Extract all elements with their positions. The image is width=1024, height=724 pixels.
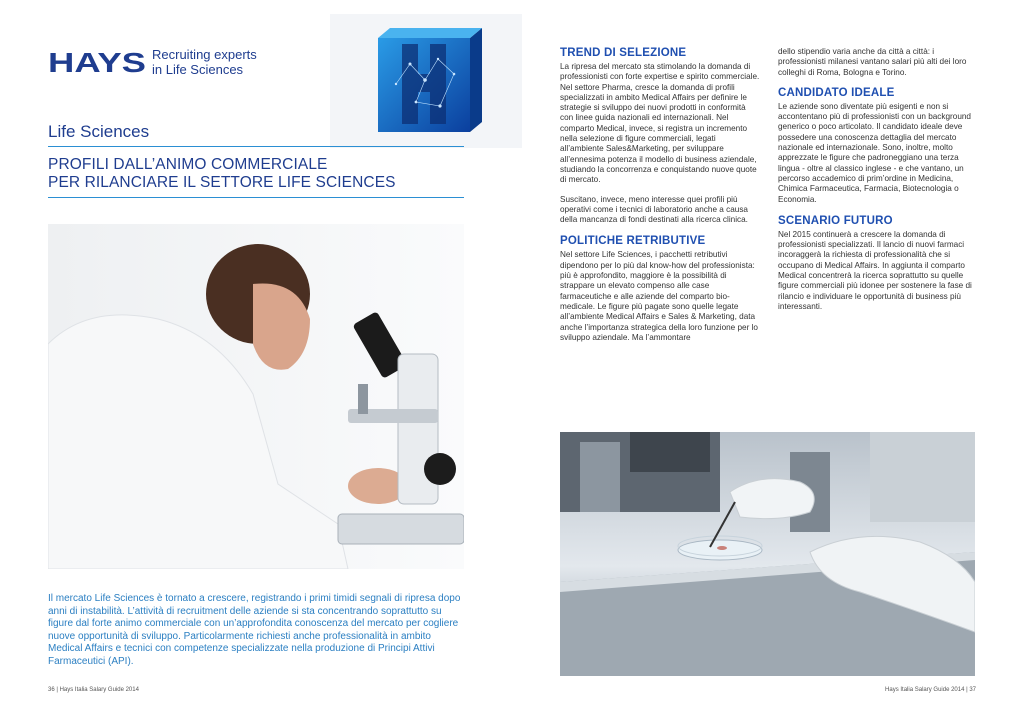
trend-paragraph-1: La ripresa del mercato sta stimolando la domanda di professionisti con forte expertise e spirito commerciale. Nel settore Pharma, cresce la domanda di profili specializzati in ambito Medical Affairs per definire le strategie si sviluppo dei nuovi prodotti in conformità con linee guida nazionali ed internazionali. Nel comparto Medical, invece, si registra un incremento nella selezione di figure commerciali, legati all’ambiente Sales&Marketing, per sviluppare all’ennesima potenza il modello di business aziendale, studiando la concorrenza e conquistando nuove quote di mercato. [560, 62, 760, 185]
lab-petri-dish-photo [560, 432, 975, 676]
title-rule-top [48, 146, 464, 147]
title-rule-bottom [48, 197, 464, 198]
heading-scenario-futuro: SCENARIO FUTURO [778, 214, 893, 227]
column-middle [560, 47, 760, 353]
logo-wordmark: HAYS [48, 48, 146, 76]
footer-right: Hays Italia Salary Guide 2014 | 37 [885, 687, 976, 693]
section-scenario [778, 215, 978, 312]
scenario-paragraph: Nel 2015 continuerà a crescere la domanda di professionisti specializzati. Il lancio di nuovi farmaci incoraggerà la richiesta di professionalità che si occupano di Medical Affairs. In aggiunta il comparto Medical concentrerà la ricerca soprattutto su quelle figure commerciali più idonee per sostenere la fase di rilancio e individuare le opportunità di business più interessanti. [778, 229, 972, 311]
section-candidato [778, 87, 978, 205]
heading-trend-di-selezione: TREND DI SELEZIONE [560, 47, 687, 59]
footer-left: 36 | Hays Italia Salary Guide 2014 [48, 687, 139, 693]
trend-paragraph-2: Suscitano, invece, meno interesse quei profili più operativi come i tecnici di laboratorio anche a causa della mancanza di fondi destinati alla ricerca clinica. [560, 194, 748, 225]
hays-h-cube-illustration [330, 14, 522, 148]
section-politiche [560, 235, 760, 343]
intro-paragraph: Il mercato Life Sciences è tornato a crescere, registrando i primi timidi segnali di ripresa dopo anni di instabilità. L’attività di recruitment delle aziende si sta concentrando soprattutto su figure dal forte animo commerciale con un’approfondita conoscenza del mercato per cogliere nuove opportunità di sviluppo. Particolarmente richiesti anche professionalità in ambito Medical Affairs e tecnici con competenze specializzate nella produzione di Principi Attivi Farmaceutici (API). [48, 593, 461, 667]
scientist-microscope-photo [48, 224, 464, 569]
politiche-continued-paragraph: dello stipendio varia anche da città a città: i professionisti milanesi vantano salari più alti dei loro colleghi di Roma, Bologna e Torino. [778, 47, 967, 77]
politiche-paragraph: Nel settore Life Sciences, i pacchetti retributivi dipendono per lo più dal know-how del professionista: più è approfondito, maggiore è la possibilità di strappare un elevato compenso alle case farmaceutiche e alle aziende del comparto bio-medicale. Le figure più pagate sono quelle legate all’ambiente Medical Affairs e Sales & Marketing, data anche l’importanza strategica della loro funzione per lo sviluppo aziendale. Ma l’ammontare [560, 250, 758, 342]
section-trend [560, 47, 760, 225]
hays-logo [48, 48, 148, 76]
section-name: Life Sciences [48, 122, 150, 141]
candidato-paragraph: Le aziende sono diventate più esigenti e non si accontentano più di professionisti con un background generico o poco articolato. Il candidato ideale deve possedere una conoscenza dettaglia del mercato nazionale ed internazionale. Sono, inoltre, molto apprezzate le figure che padroneggiano una terza lingua - oltre al classico inglese - e che vantano, un percorso accademico di prim’ordine in Medicina, Chimica Farmaceutica, Farmacia, Biotecnologia o Economia. [778, 101, 971, 204]
heading-politiche-retributive: POLITICHE RETRIBUTIVE [560, 235, 706, 248]
logo-tagline: Recruiting experts in Life Sciences [152, 47, 257, 77]
page-headline: PROFILI DALL’ANIMO COMMERCIALE PER RILANCIARE IL SETTORE LIFE SCIENCES [48, 156, 396, 191]
column-right [778, 47, 978, 322]
heading-candidato-ideale: CANDIDATO IDEALE [778, 86, 895, 99]
